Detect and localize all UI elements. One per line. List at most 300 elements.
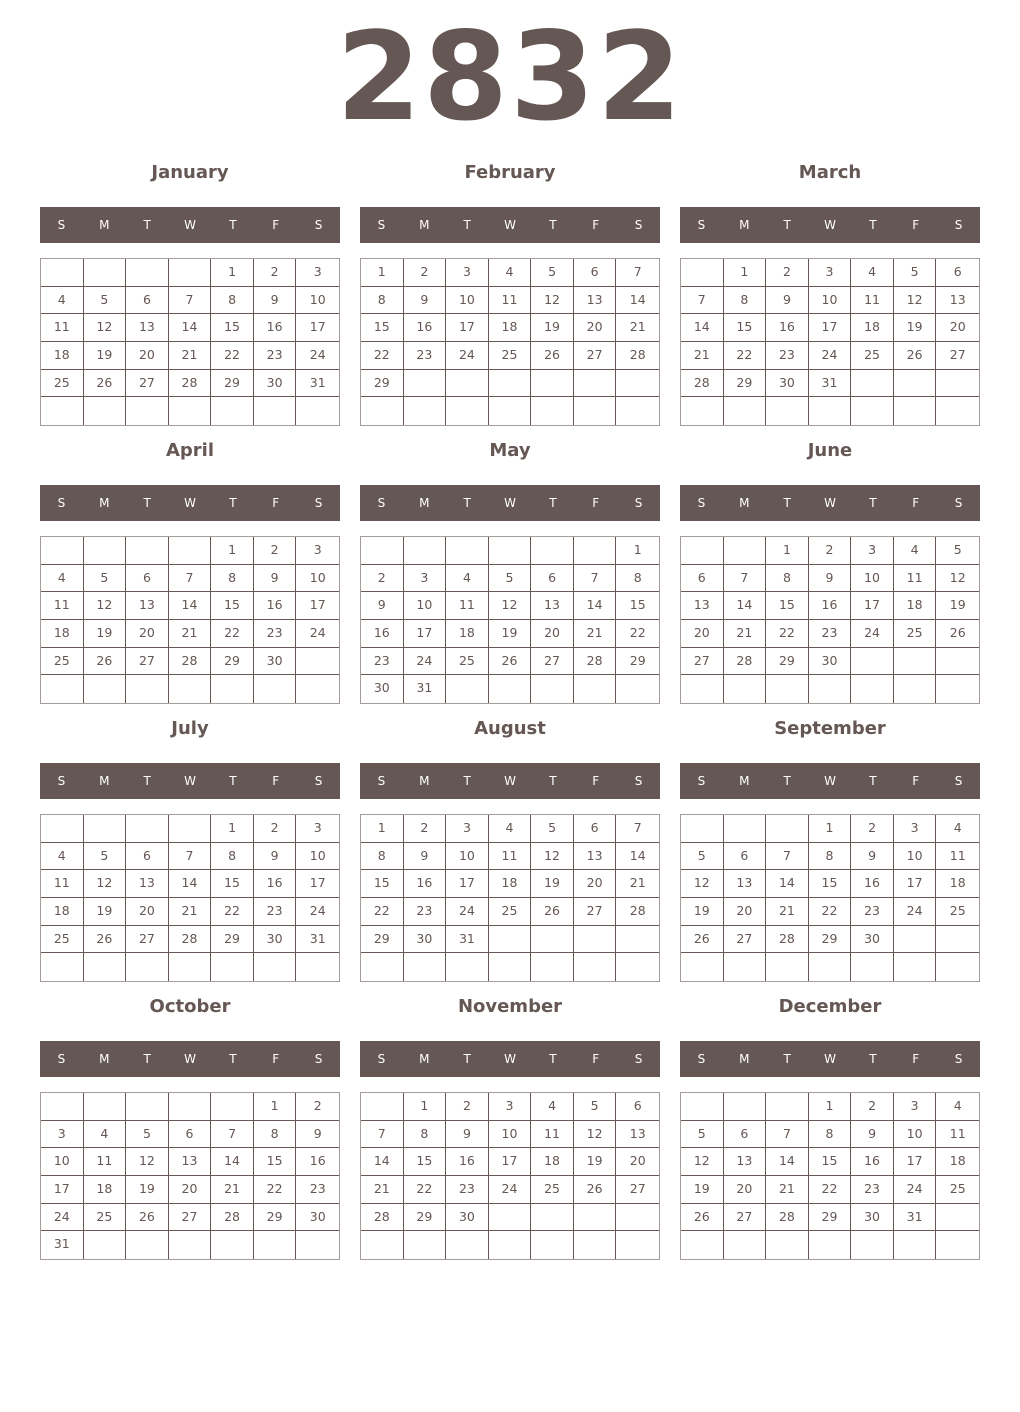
- day-cell: 30: [404, 926, 447, 954]
- day-cell: [169, 259, 212, 287]
- day-cell: 22: [809, 898, 852, 926]
- day-cell: [681, 537, 724, 565]
- day-cell: 28: [616, 342, 659, 370]
- weekday-label: W: [504, 218, 516, 232]
- day-cell: [766, 1231, 809, 1259]
- day-cell: 25: [851, 342, 894, 370]
- day-cell: 23: [851, 898, 894, 926]
- day-cell: 15: [616, 592, 659, 620]
- day-cell: [574, 370, 617, 398]
- day-cell: 19: [531, 870, 574, 898]
- weekday-label: S: [377, 1052, 386, 1066]
- day-cell: 13: [126, 592, 169, 620]
- day-cell: 27: [126, 370, 169, 398]
- day-cell: 7: [616, 815, 659, 843]
- weekday-label: M: [739, 218, 750, 232]
- day-cell: 2: [851, 1093, 894, 1121]
- day-cell: [126, 675, 169, 703]
- day-cell: [489, 1231, 532, 1259]
- day-cell: 26: [126, 1204, 169, 1232]
- day-cell: [489, 926, 532, 954]
- weekday-label: T: [463, 1052, 471, 1066]
- day-cell: 3: [489, 1093, 532, 1121]
- day-cell: 9: [254, 287, 297, 315]
- day-cell: 25: [531, 1176, 574, 1204]
- day-cell: 20: [169, 1176, 212, 1204]
- weekday-label: T: [463, 774, 471, 788]
- day-cell: 24: [296, 342, 339, 370]
- weekday-label: F: [272, 1052, 280, 1066]
- weekday-label: M: [99, 218, 110, 232]
- day-cell: [851, 370, 894, 398]
- weekday-label: F: [592, 218, 600, 232]
- day-cell: [446, 953, 489, 981]
- day-cell: [766, 397, 809, 425]
- day-cell: [489, 1204, 532, 1232]
- day-cell: 2: [446, 1093, 489, 1121]
- day-cell: 2: [254, 537, 297, 565]
- day-cell: [724, 397, 767, 425]
- month-title: January: [151, 162, 229, 183]
- day-cell: 1: [361, 815, 404, 843]
- day-cell: 30: [446, 1204, 489, 1232]
- weekday-label: S: [314, 774, 323, 788]
- day-cell: 19: [84, 342, 127, 370]
- day-cell: 8: [809, 1121, 852, 1149]
- day-grid: [360, 814, 660, 982]
- day-cell: 17: [296, 592, 339, 620]
- day-cell: [724, 537, 767, 565]
- day-cell: 5: [531, 259, 574, 287]
- month-title: April: [165, 440, 215, 461]
- day-cell: 3: [809, 259, 852, 287]
- day-cell: 10: [446, 843, 489, 871]
- day-cell: [894, 675, 937, 703]
- day-cell: 6: [169, 1121, 212, 1149]
- day-cell: 30: [361, 675, 404, 703]
- weekday-label: S: [634, 774, 643, 788]
- day-cell: [936, 926, 979, 954]
- day-cell: 3: [296, 537, 339, 565]
- day-cell: [724, 815, 767, 843]
- day-cell: 5: [936, 537, 979, 565]
- weekday-label: S: [57, 496, 66, 510]
- day-cell: 2: [254, 815, 297, 843]
- day-cell: 20: [126, 342, 169, 370]
- weekday-label: F: [912, 1052, 920, 1066]
- day-cell: 5: [84, 843, 127, 871]
- weekday-label: T: [783, 496, 791, 510]
- day-cell: 18: [41, 898, 84, 926]
- day-cell: 1: [724, 259, 767, 287]
- weekday-label: T: [229, 774, 237, 788]
- day-cell: [724, 1231, 767, 1259]
- day-cell: [404, 1231, 447, 1259]
- day-cell: 28: [169, 648, 212, 676]
- day-cell: [766, 675, 809, 703]
- weekday-label: T: [549, 1052, 557, 1066]
- day-cell: 17: [851, 592, 894, 620]
- day-cell: 21: [169, 342, 212, 370]
- weekday-label: S: [697, 774, 706, 788]
- day-cell: 8: [254, 1121, 297, 1149]
- day-cell: [809, 675, 852, 703]
- month-title: October: [149, 996, 231, 1017]
- day-cell: 22: [809, 1176, 852, 1204]
- day-cell: 21: [681, 342, 724, 370]
- day-cell: 13: [574, 843, 617, 871]
- day-cell: 20: [531, 620, 574, 648]
- day-cell: [126, 953, 169, 981]
- day-cell: 31: [296, 926, 339, 954]
- day-cell: 19: [531, 314, 574, 342]
- weekday-label: T: [549, 774, 557, 788]
- day-cell: 4: [489, 815, 532, 843]
- day-cell: [489, 675, 532, 703]
- day-cell: 10: [489, 1121, 532, 1149]
- day-cell: 29: [766, 648, 809, 676]
- day-cell: 31: [404, 675, 447, 703]
- weekday-label: F: [912, 218, 920, 232]
- day-cell: 29: [616, 648, 659, 676]
- day-cell: [616, 926, 659, 954]
- day-cell: 15: [361, 314, 404, 342]
- day-cell: 12: [936, 565, 979, 593]
- day-cell: 16: [404, 870, 447, 898]
- day-grid: [40, 258, 340, 426]
- day-grid: [680, 1092, 980, 1260]
- day-cell: [851, 675, 894, 703]
- day-grid: [40, 536, 340, 704]
- weekday-header: [40, 207, 340, 243]
- day-cell: 7: [766, 843, 809, 871]
- day-cell: 12: [84, 592, 127, 620]
- day-cell: 16: [296, 1148, 339, 1176]
- day-cell: 13: [126, 314, 169, 342]
- day-cell: 4: [41, 843, 84, 871]
- day-cell: [936, 675, 979, 703]
- day-cell: 14: [766, 1148, 809, 1176]
- day-cell: 18: [446, 620, 489, 648]
- day-cell: 19: [936, 592, 979, 620]
- day-cell: 9: [254, 565, 297, 593]
- day-cell: 1: [361, 259, 404, 287]
- day-cell: 5: [489, 565, 532, 593]
- day-cell: [574, 1231, 617, 1259]
- weekday-header: [680, 763, 980, 799]
- day-cell: 28: [681, 370, 724, 398]
- weekday-label: T: [869, 218, 877, 232]
- day-cell: [936, 648, 979, 676]
- day-cell: [616, 675, 659, 703]
- day-cell: 9: [404, 843, 447, 871]
- day-cell: 9: [446, 1121, 489, 1149]
- day-cell: 5: [574, 1093, 617, 1121]
- day-cell: 14: [681, 314, 724, 342]
- day-cell: 12: [574, 1121, 617, 1149]
- day-cell: 20: [574, 870, 617, 898]
- day-cell: 13: [724, 1148, 767, 1176]
- day-cell: 25: [936, 1176, 979, 1204]
- weekday-label: F: [272, 496, 280, 510]
- day-cell: [894, 370, 937, 398]
- day-cell: [296, 675, 339, 703]
- day-cell: 29: [211, 370, 254, 398]
- day-cell: [531, 1231, 574, 1259]
- day-cell: 2: [766, 259, 809, 287]
- day-cell: 21: [766, 898, 809, 926]
- weekday-label: W: [184, 496, 196, 510]
- day-cell: [84, 953, 127, 981]
- day-cell: 22: [211, 898, 254, 926]
- day-cell: 22: [724, 342, 767, 370]
- weekday-label: S: [954, 496, 963, 510]
- day-cell: 26: [531, 342, 574, 370]
- weekday-label: S: [634, 496, 643, 510]
- day-cell: 2: [404, 815, 447, 843]
- day-cell: 18: [84, 1176, 127, 1204]
- day-cell: [41, 537, 84, 565]
- day-cell: 13: [126, 870, 169, 898]
- day-cell: [84, 1231, 127, 1259]
- weekday-header: [360, 485, 660, 521]
- day-cell: 14: [361, 1148, 404, 1176]
- weekday-label: T: [869, 1052, 877, 1066]
- day-cell: 17: [446, 314, 489, 342]
- weekday-label: T: [549, 218, 557, 232]
- weekday-label: S: [377, 218, 386, 232]
- day-cell: 4: [84, 1121, 127, 1149]
- day-cell: 22: [766, 620, 809, 648]
- day-cell: [681, 953, 724, 981]
- day-cell: [851, 397, 894, 425]
- day-cell: [531, 953, 574, 981]
- day-cell: 11: [41, 592, 84, 620]
- day-cell: [296, 953, 339, 981]
- day-cell: 30: [254, 370, 297, 398]
- weekday-label: M: [739, 774, 750, 788]
- day-cell: 27: [616, 1176, 659, 1204]
- day-cell: 19: [489, 620, 532, 648]
- day-cell: 8: [211, 565, 254, 593]
- day-cell: [616, 1204, 659, 1232]
- day-cell: 29: [361, 370, 404, 398]
- day-cell: 26: [489, 648, 532, 676]
- day-cell: 7: [169, 565, 212, 593]
- day-cell: 28: [766, 1204, 809, 1232]
- day-cell: 12: [126, 1148, 169, 1176]
- weekday-header: [360, 1041, 660, 1077]
- weekday-label: M: [739, 1052, 750, 1066]
- day-cell: 30: [296, 1204, 339, 1232]
- day-cell: [489, 370, 532, 398]
- day-cell: [681, 259, 724, 287]
- day-cell: 26: [894, 342, 937, 370]
- day-cell: 4: [489, 259, 532, 287]
- day-cell: [489, 953, 532, 981]
- day-cell: 12: [84, 314, 127, 342]
- day-cell: [809, 397, 852, 425]
- day-cell: [404, 537, 447, 565]
- day-cell: 10: [296, 287, 339, 315]
- day-cell: 20: [126, 898, 169, 926]
- weekday-label: W: [824, 496, 836, 510]
- day-cell: [296, 1231, 339, 1259]
- day-cell: 11: [41, 870, 84, 898]
- day-cell: 23: [361, 648, 404, 676]
- day-cell: 20: [126, 620, 169, 648]
- weekday-label: S: [57, 774, 66, 788]
- day-cell: 23: [809, 620, 852, 648]
- day-cell: 1: [809, 1093, 852, 1121]
- day-cell: [851, 648, 894, 676]
- day-cell: [126, 537, 169, 565]
- day-cell: 21: [616, 870, 659, 898]
- weekday-header: [40, 763, 340, 799]
- day-cell: 27: [724, 1204, 767, 1232]
- day-cell: 8: [211, 287, 254, 315]
- day-cell: [169, 397, 212, 425]
- day-cell: 2: [254, 259, 297, 287]
- day-cell: [851, 953, 894, 981]
- day-cell: [404, 953, 447, 981]
- day-cell: 31: [41, 1231, 84, 1259]
- day-cell: [574, 926, 617, 954]
- day-cell: [41, 1093, 84, 1121]
- day-cell: [446, 370, 489, 398]
- day-cell: 5: [84, 565, 127, 593]
- day-cell: [361, 537, 404, 565]
- day-cell: 31: [894, 1204, 937, 1232]
- day-cell: [809, 953, 852, 981]
- day-cell: 28: [724, 648, 767, 676]
- day-cell: 23: [446, 1176, 489, 1204]
- day-cell: 13: [169, 1148, 212, 1176]
- day-cell: 17: [296, 870, 339, 898]
- day-cell: 17: [894, 870, 937, 898]
- weekday-label: M: [419, 774, 430, 788]
- day-cell: [41, 397, 84, 425]
- day-cell: 12: [84, 870, 127, 898]
- day-cell: 26: [681, 1204, 724, 1232]
- weekday-label: W: [824, 218, 836, 232]
- day-cell: 8: [361, 843, 404, 871]
- day-cell: 10: [296, 843, 339, 871]
- day-cell: 27: [681, 648, 724, 676]
- month-title: June: [807, 440, 853, 461]
- day-cell: 11: [894, 565, 937, 593]
- day-cell: 27: [169, 1204, 212, 1232]
- day-cell: 7: [169, 287, 212, 315]
- day-cell: 10: [894, 843, 937, 871]
- day-cell: [616, 953, 659, 981]
- day-cell: 2: [361, 565, 404, 593]
- day-cell: 24: [296, 898, 339, 926]
- day-cell: 19: [574, 1148, 617, 1176]
- day-cell: 2: [296, 1093, 339, 1121]
- month-title: November: [457, 996, 563, 1017]
- day-cell: 6: [574, 815, 617, 843]
- day-cell: 12: [681, 1148, 724, 1176]
- day-cell: 8: [616, 565, 659, 593]
- day-cell: [531, 397, 574, 425]
- day-cell: 18: [531, 1148, 574, 1176]
- month-title: September: [774, 718, 886, 739]
- weekday-label: F: [592, 774, 600, 788]
- day-cell: 29: [254, 1204, 297, 1232]
- day-cell: 23: [254, 898, 297, 926]
- day-cell: [681, 815, 724, 843]
- day-cell: 13: [681, 592, 724, 620]
- day-cell: 14: [574, 592, 617, 620]
- weekday-label: M: [419, 1052, 430, 1066]
- day-cell: 23: [254, 342, 297, 370]
- day-cell: [724, 1093, 767, 1121]
- day-cell: 28: [574, 648, 617, 676]
- day-cell: 7: [766, 1121, 809, 1149]
- day-cell: 4: [446, 565, 489, 593]
- day-cell: [404, 397, 447, 425]
- weekday-label: S: [634, 1052, 643, 1066]
- day-cell: 18: [41, 620, 84, 648]
- day-cell: 23: [254, 620, 297, 648]
- day-cell: 17: [446, 870, 489, 898]
- day-cell: 23: [296, 1176, 339, 1204]
- weekday-label: T: [143, 218, 151, 232]
- day-cell: 14: [169, 314, 212, 342]
- day-cell: 6: [681, 565, 724, 593]
- day-cell: 26: [84, 648, 127, 676]
- weekday-label: S: [314, 218, 323, 232]
- day-cell: 3: [404, 565, 447, 593]
- day-cell: 17: [894, 1148, 937, 1176]
- day-cell: [361, 953, 404, 981]
- day-cell: [616, 1231, 659, 1259]
- day-cell: [84, 397, 127, 425]
- day-cell: [766, 1093, 809, 1121]
- day-cell: 17: [489, 1148, 532, 1176]
- day-cell: 19: [84, 898, 127, 926]
- month-title: March: [798, 162, 862, 183]
- day-cell: 3: [894, 1093, 937, 1121]
- day-cell: 1: [809, 815, 852, 843]
- day-cell: 25: [41, 370, 84, 398]
- day-grid: [360, 536, 660, 704]
- day-cell: 8: [766, 565, 809, 593]
- day-cell: [41, 953, 84, 981]
- day-cell: 26: [574, 1176, 617, 1204]
- day-cell: 30: [254, 648, 297, 676]
- weekday-label: W: [824, 1052, 836, 1066]
- day-cell: 18: [489, 870, 532, 898]
- day-cell: 26: [531, 898, 574, 926]
- day-cell: [169, 675, 212, 703]
- day-cell: 15: [211, 314, 254, 342]
- month-title: December: [778, 996, 882, 1017]
- day-cell: [766, 953, 809, 981]
- day-cell: [211, 675, 254, 703]
- day-cell: 23: [851, 1176, 894, 1204]
- day-cell: 20: [724, 1176, 767, 1204]
- day-cell: [936, 370, 979, 398]
- day-cell: 11: [489, 287, 532, 315]
- day-cell: 14: [169, 592, 212, 620]
- day-cell: [169, 537, 212, 565]
- day-cell: [531, 675, 574, 703]
- day-cell: [169, 1231, 212, 1259]
- weekday-label: T: [463, 496, 471, 510]
- day-cell: [574, 953, 617, 981]
